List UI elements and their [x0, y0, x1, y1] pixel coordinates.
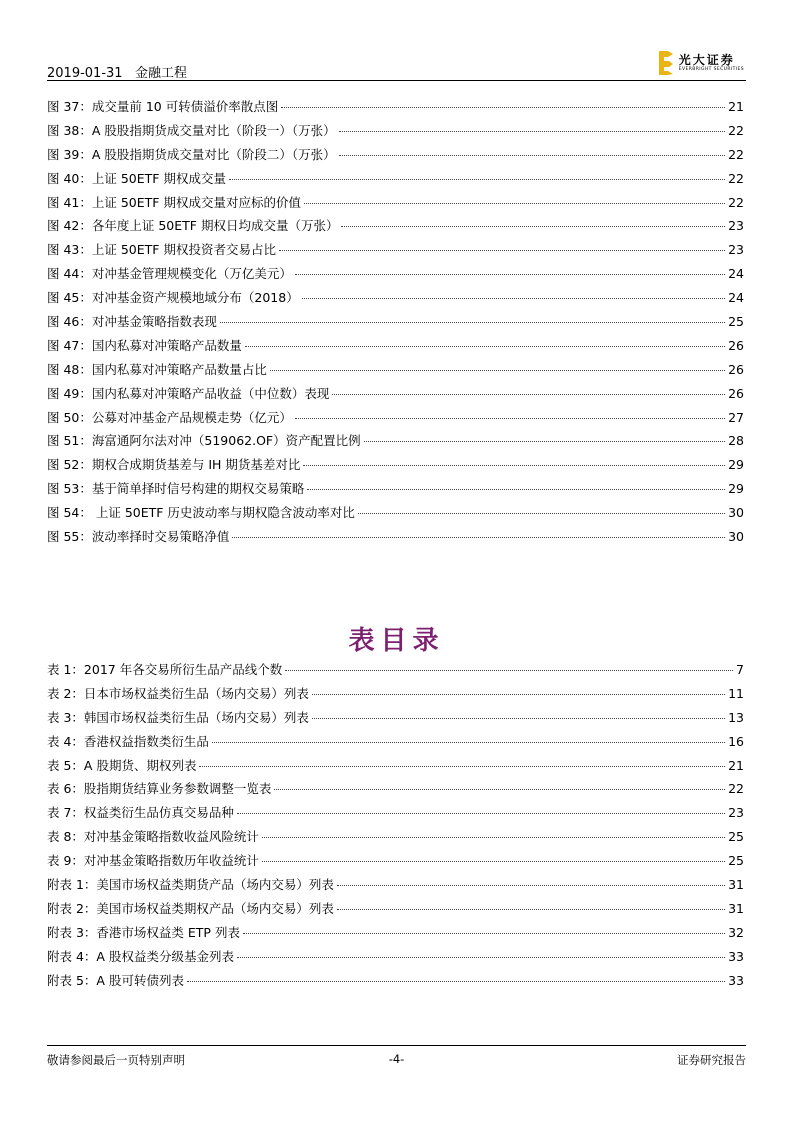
toc-entry[interactable]: [47, 803, 744, 827]
toc-entry-page: 24: [728, 266, 744, 282]
toc-entry-label: 图 52：期权合成期货基差与 IH 期货基差对比: [47, 457, 301, 473]
toc-entry-label: 附表 2：美国市场权益类期权产品（场内交易）列表: [47, 900, 334, 916]
toc-entry-page: 29: [728, 457, 744, 473]
toc-entry[interactable]: [47, 851, 744, 875]
toc-entry-label: 表 5：A 股期货、期权列表: [47, 757, 197, 773]
toc-entry-label: 图 43：上证 50ETF 期权投资者交易占比: [47, 242, 276, 258]
toc-entry-label: 附表 5：A 股可转债列表: [47, 972, 184, 988]
logo-english-name: EVERBRIGHT SECURITIES: [678, 67, 744, 72]
dot-leader: [274, 789, 725, 790]
dot-leader: [312, 694, 725, 695]
toc-entry-label: 图 44：对冲基金管理规模变化（万亿美元）: [47, 266, 292, 282]
toc-entry[interactable]: [47, 97, 744, 121]
toc-entry-page: 21: [728, 99, 744, 114]
footer-report-type: 证券研究报告: [677, 1053, 746, 1067]
toc-entry-label: 图 54： 上证 50ETF 历史波动率与期权隐含波动率对比: [47, 505, 355, 521]
toc-entry-page: 24: [728, 290, 744, 306]
toc-entry-label: 图 55：波动率择时交易策略净值: [47, 529, 230, 545]
dot-leader: [229, 179, 725, 180]
dot-leader: [304, 203, 725, 204]
toc-entry[interactable]: [47, 708, 744, 732]
toc-entry-page: 27: [728, 409, 744, 425]
toc-entry-label: 表 6：股指期货结算业务参数调整一览表: [47, 781, 272, 797]
toc-entry-label: 图 40：上证 50ETF 期权成交量: [47, 170, 226, 186]
toc-entry-label: 图 50：公募对冲基金产品规模走势（亿元）: [47, 409, 292, 425]
dot-leader: [232, 537, 725, 538]
toc-entry-label: 表 3：韩国市场权益类衍生品（场内交易）列表: [47, 709, 309, 725]
toc-entry-label: 图 46：对冲基金策略指数表现: [47, 314, 217, 330]
toc-entry[interactable]: [47, 660, 744, 684]
dot-leader: [245, 346, 725, 347]
toc-entry-label: 表 4：香港权益指数类衍生品: [47, 733, 209, 749]
dot-leader: [295, 274, 725, 275]
toc-entry-page: 22: [728, 781, 744, 797]
toc-entry-page: 28: [728, 433, 744, 449]
dot-leader: [187, 981, 725, 982]
toc-entry-label: 图 39：A 股股指期货成交量对比（阶段二）（万张）: [47, 146, 336, 162]
toc-entry-label: 表 8：对冲基金策略指数收益风险统计: [47, 829, 259, 845]
toc-entry-page: 23: [728, 242, 744, 258]
toc-entry-label: 附表 1：美国市场权益类期货产品（场内交易）列表: [47, 877, 334, 893]
dot-leader: [312, 718, 725, 719]
toc-entry-label: 图 49：国内私募对冲策略产品收益（中位数）表现: [47, 385, 330, 401]
toc-entry-page: 23: [728, 805, 744, 821]
logo-icon: [658, 50, 674, 76]
page-number: -4-: [388, 1052, 405, 1066]
toc-entry-page: 22: [728, 122, 744, 138]
toc-entry-page: 30: [728, 529, 744, 545]
toc-entry[interactable]: [47, 479, 744, 503]
toc-entry-label: 表 2：日本市场权益类衍生品（场内交易）列表: [47, 685, 309, 701]
toc-entry-page: 31: [728, 877, 744, 893]
toc-entry[interactable]: [47, 527, 744, 551]
table-section-title: 表目录: [348, 626, 445, 656]
toc-entry-page: 22: [728, 194, 744, 210]
dot-leader: [339, 155, 725, 156]
toc-entry-label: 图 48：国内私募对冲策略产品数量占比: [47, 361, 267, 377]
toc-entry[interactable]: [47, 216, 744, 240]
toc-entry[interactable]: [47, 684, 744, 708]
toc-entry-page: 22: [728, 146, 744, 162]
dot-leader: [358, 513, 725, 514]
toc-entry[interactable]: [47, 240, 744, 264]
dot-leader: [212, 742, 725, 743]
toc-entry-page: 33: [728, 972, 744, 988]
footer-disclaimer: 敬请参阅最后一页特别声明: [47, 1053, 185, 1067]
toc-entry-page: 23: [728, 218, 744, 234]
header-info: [47, 62, 187, 81]
toc-entry[interactable]: [47, 384, 744, 408]
toc-entry-label: 图 47：国内私募对冲策略产品数量: [47, 337, 242, 353]
toc-entry-page: 26: [728, 361, 744, 377]
company-logo: [658, 50, 744, 76]
dot-leader: [285, 670, 733, 671]
dot-leader: [307, 489, 725, 490]
toc-entry-page: 31: [728, 900, 744, 916]
page-footer: [47, 1045, 746, 1070]
toc-entry-label: 图 38：A 股股指期货成交量对比（阶段一）（万张）: [47, 122, 336, 138]
toc-entry[interactable]: [47, 503, 744, 527]
dot-leader: [243, 933, 725, 934]
dot-leader: [199, 766, 725, 767]
dot-leader: [279, 250, 725, 251]
toc-entry[interactable]: [47, 336, 744, 360]
toc-entry-page: 7: [736, 662, 744, 677]
toc-entry[interactable]: [47, 408, 744, 432]
report-category: 金融工程: [134, 66, 187, 81]
toc-entry[interactable]: [47, 971, 744, 995]
table-list: [47, 660, 744, 994]
toc-entry-page: 16: [728, 733, 744, 749]
toc-entry-page: 21: [728, 757, 744, 773]
dot-leader: [339, 131, 725, 132]
toc-entry-page: 33: [728, 948, 744, 964]
dot-leader: [262, 837, 725, 838]
dot-leader: [332, 394, 725, 395]
dot-leader: [303, 465, 725, 466]
toc-entry[interactable]: [47, 121, 744, 145]
toc-entry[interactable]: [47, 360, 744, 384]
toc-entry[interactable]: [47, 312, 744, 336]
dot-leader: [270, 370, 725, 371]
toc-entry-page: 11: [728, 685, 744, 701]
dot-leader: [364, 441, 725, 442]
toc-entry-label: 表 1：2017 年各交易所衍生品产品线个数: [47, 662, 283, 677]
toc-entry[interactable]: [47, 947, 744, 971]
toc-entry-label: 图 45：对冲基金资产规模地域分布（2018）: [47, 290, 299, 306]
page-header: [47, 48, 746, 81]
dot-leader: [295, 418, 725, 419]
toc-entry-page: 26: [728, 337, 744, 353]
toc-entry[interactable]: [47, 431, 744, 455]
toc-entry[interactable]: [47, 899, 744, 923]
toc-entry[interactable]: [47, 756, 744, 780]
toc-entry-page: 30: [728, 505, 744, 521]
toc-entry[interactable]: [47, 288, 744, 312]
toc-entry-label: 表 7：权益类衍生品仿真交易品种: [47, 805, 234, 821]
toc-entry-page: 22: [728, 170, 744, 186]
toc-entry-label: 图 41：上证 50ETF 期权成交量对应标的价值: [47, 194, 301, 210]
toc-entry-page: 25: [728, 829, 744, 845]
figure-list: [47, 97, 744, 551]
toc-entry-label: 图 37：成交量前 10 可转债溢价率散点图: [47, 99, 279, 114]
toc-entry[interactable]: [47, 145, 744, 169]
report-date: 2019-01-31: [47, 66, 123, 81]
toc-entry[interactable]: [47, 169, 744, 193]
toc-entry[interactable]: [47, 732, 744, 756]
dot-leader: [237, 813, 725, 814]
toc-entry[interactable]: [47, 455, 744, 479]
toc-entry[interactable]: [47, 193, 744, 217]
toc-entry-label: 图 53：基于简单择时信号构建的期权交易策略: [47, 481, 305, 497]
toc-entry-label: 图 51：海富通阿尔法对冲（519062.OF）资产配置比例: [47, 433, 361, 449]
logo-chinese-name: 光大证券: [678, 53, 735, 67]
toc-entry-page: 26: [728, 385, 744, 401]
toc-entry-label: 附表 3：香港市场权益类 ETP 列表: [47, 924, 240, 940]
toc-entry[interactable]: [47, 827, 744, 851]
toc-entry-page: 25: [728, 314, 744, 330]
toc-entry-page: 25: [728, 853, 744, 869]
toc-entry-label: 图 42：各年度上证 50ETF 期权日均成交量（万张）: [47, 218, 339, 234]
toc-entry[interactable]: [47, 875, 744, 899]
dot-leader: [341, 226, 725, 227]
dot-leader: [281, 107, 725, 108]
toc-entry[interactable]: [47, 779, 744, 803]
toc-entry[interactable]: [47, 264, 744, 288]
toc-entry-page: 29: [728, 481, 744, 497]
dot-leader: [337, 885, 725, 886]
toc-entry-page: 13: [728, 709, 744, 725]
dot-leader: [237, 957, 725, 958]
dot-leader: [302, 298, 725, 299]
dot-leader: [337, 909, 725, 910]
dot-leader: [262, 861, 725, 862]
toc-entry-label: 附表 4：A 股权益类分级基金列表: [47, 948, 234, 964]
toc-entry[interactable]: [47, 923, 744, 947]
dot-leader: [220, 322, 725, 323]
toc-entry-page: 32: [728, 924, 744, 940]
toc-entry-label: 表 9：对冲基金策略指数历年收益统计: [47, 853, 259, 869]
